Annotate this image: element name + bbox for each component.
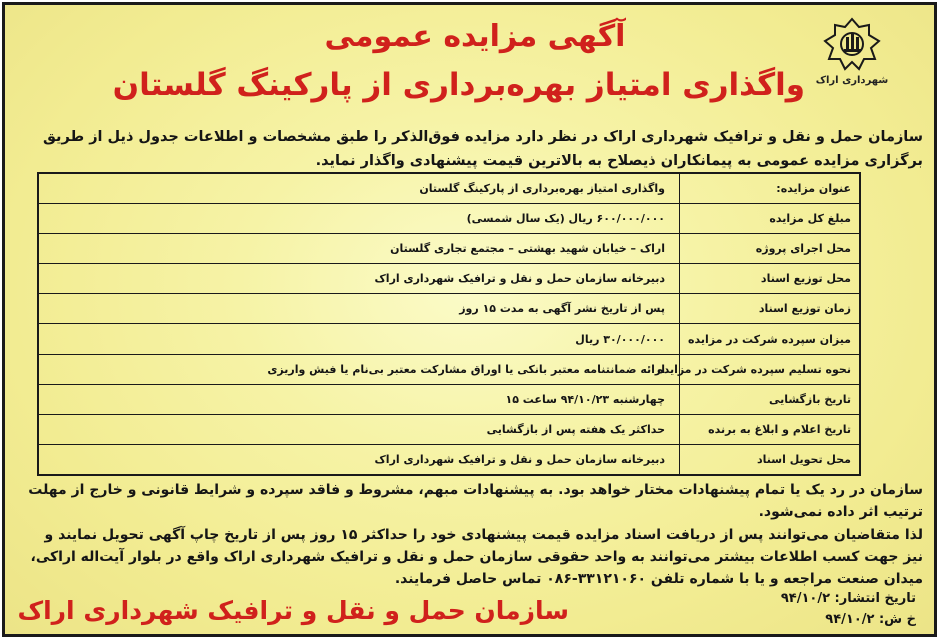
row-value: ۳۰/۰۰۰/۰۰۰ ریال [575, 332, 665, 346]
row-label: زمان توزیع اسناد [679, 294, 859, 323]
row-value: دبیرخانه سازمان حمل و نقل و ترافیک شهرداری اراک [374, 452, 665, 466]
row-value: ارائه ضمانتنامه معتبر بانکی یا اوراق مشارکت معتبر بی‌نام یا فیش واریزی [267, 362, 665, 376]
table-row [39, 324, 859, 354]
row-label: عنوان مزایده: [679, 174, 859, 203]
row-label: محل توزیع اسناد [679, 264, 859, 293]
row-label: محل اجرای پروژه [679, 234, 859, 263]
row-value: ۶۰۰/۰۰۰/۰۰۰ ریال (یک سال شمسی) [466, 212, 665, 226]
row-value: حداکثر یک هفته پس از بازگشایی [486, 422, 665, 436]
table-row [39, 264, 859, 294]
ad-title: آگهی مزایده عمومی [324, 19, 626, 54]
row-value: پس از تاریخ نشر آگهی به مدت ۱۵ روز [459, 302, 665, 316]
rejection-notice: سازمان در رد یک یا تمام پیشنهادات مختار خواهد بود. به پیشنهادات مبهم، مشروط و فاقد سپرده و شرایط قانونی و خارج از مهلت ترتیب اثر داده نمی‌شود. [28, 482, 923, 520]
row-value: اراک – خیابان شهید بهشتی – مجتمع تجاری گلستان [390, 242, 665, 256]
table-row [39, 415, 859, 445]
row-label: محل تحویل اسناد [679, 445, 859, 474]
publication-dates [616, 588, 916, 630]
table-row [39, 355, 859, 385]
row-label: تاریخ بازگشایی [679, 385, 859, 414]
row-value: چهارشنبه ۹۴/۱۰/۲۳ ساعت ۱۵ [505, 392, 665, 406]
row-label: مبلغ کل مزایده [679, 204, 859, 233]
row-label: تاریخ اعلام و ابلاغ به برنده [679, 415, 859, 444]
row-value: واگذاری امتیاز بهره‌برداری از پارکینگ گلستان [419, 182, 665, 196]
advertisement-sheet [2, 2, 937, 637]
table-row [39, 234, 859, 264]
arak-municipality-emblem-icon [819, 15, 885, 73]
row-value: دبیرخانه سازمان حمل و نقل و ترافیک شهرداری اراک [374, 272, 665, 286]
logo-caption: شهرداری اراک [815, 75, 889, 86]
row-label: میزان سپرده شرکت در مزایده [679, 324, 859, 353]
table-row [39, 204, 859, 234]
table-row [39, 174, 859, 204]
logo [807, 15, 897, 95]
publish-date: تاریخ انتشار: ۹۴/۱۰/۲ [780, 591, 916, 606]
kh-sh-date: خ ش: ۹۴/۱۰/۲ [825, 612, 916, 627]
row-label: نحوه تسلیم سپرده شرکت در مزایده [679, 355, 859, 384]
table-row [39, 385, 859, 415]
intro-paragraph: سازمان حمل و نقل و ترافیک شهرداری اراک در نظر دارد مزایده فوق‌الذکر را طبق مشخصات و اطلاعات جدول ذیل از طریق برگزاری مزایده عمومی به پیمانکاران ذیصلاح به بالاترین قیمت پیشنهادی واگذار نماید. [42, 129, 923, 169]
auction-details-table [37, 172, 861, 476]
submission-instructions: لذا متقاضیان می‌توانند پس از دریافت اسناد مزایده قیمت پیشنهادی خود را حداکثر ۱۵ روز پس از تاریخ چاپ آگهی تحویل نمایند و نیز جهت کسب اطلاعات بیشتر می‌توانند به واحد حقوقی سازمان حمل و نقل و ترافیک شهرداری اراک واقع در بلوار آیت‌اله اراکی، میدان صنعت مراجعه و یا با شماره تلفن ۳۳۱۲۱۰۶۰-۰۸۶ تماس حاصل فرمایند. [30, 527, 923, 587]
footer-organization: سازمان حمل و نقل و ترافیک شهرداری اراک [17, 596, 569, 625]
table-row [39, 294, 859, 324]
table-row [39, 445, 859, 474]
ad-subtitle: واگذاری امتیاز بهره‌برداری از پارکینگ گلستان [112, 67, 805, 103]
